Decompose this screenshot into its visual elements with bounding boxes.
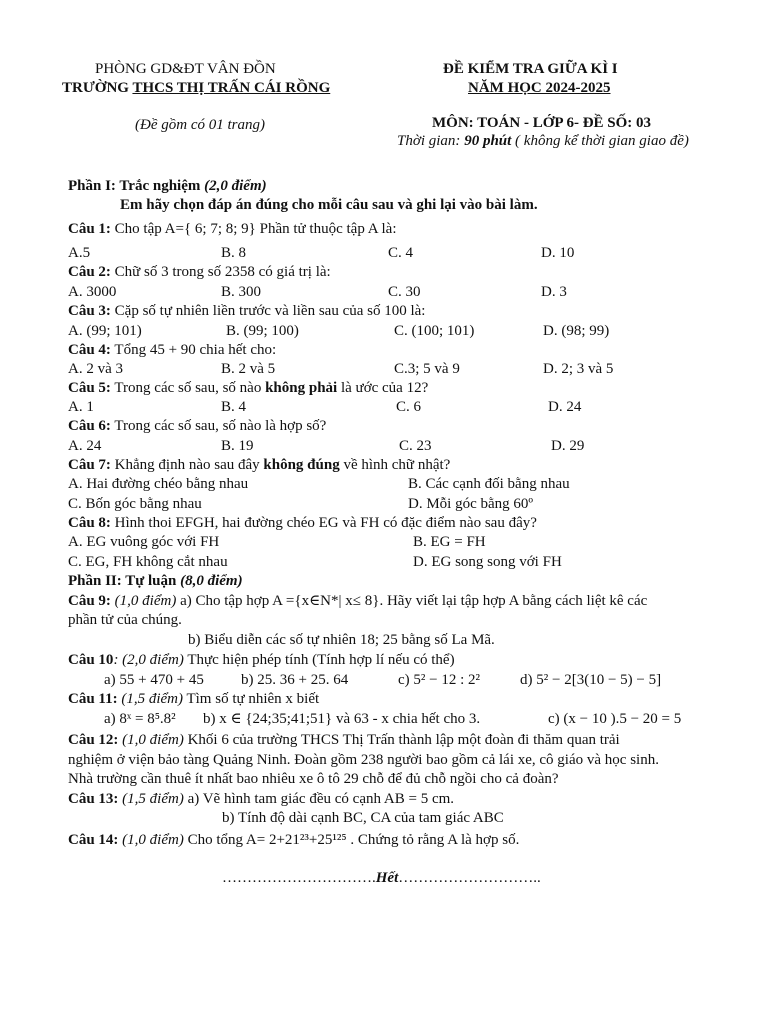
q7-option-a: A. Hai đường chéo bằng nhau xyxy=(68,476,249,492)
exam-title: ĐỀ KIỂM TRA GIỮA KÌ I xyxy=(443,61,618,77)
q5-option-b: B. 4 xyxy=(221,399,247,415)
time-line: Thời gian: 90 phút ( không kể thời gian giao đề) xyxy=(397,133,689,149)
question-13: Câu 13: (1,5 điểm) a) Vẽ hình tam giác đều có cạnh AB = 5 cm. xyxy=(68,791,455,807)
question-11: Câu 11: (1,5 điểm) Tìm số tự nhiên x biết xyxy=(68,691,320,707)
q8-option-d: D. EG song song với FH xyxy=(413,554,562,570)
q1-option-a: A.5 xyxy=(68,245,91,261)
question-5: Câu 5: Trong các số sau, số nào không phải là ước của 12? xyxy=(68,380,429,396)
q3-option-d: D. (98; 99) xyxy=(543,323,610,339)
q8-option-c: C. EG, FH không cắt nhau xyxy=(68,554,228,570)
question-11a: a) 8ˣ = 8⁵.8² xyxy=(104,711,176,727)
question-7: Câu 7: Khẳng định nào sau đây không đúng về hình chữ nhật? xyxy=(68,457,451,473)
question-9b: b) Biểu diễn các số tự nhiên 18; 25 bằng số La Mã. xyxy=(188,632,495,648)
q4-option-c: C.3; 5 và 9 xyxy=(394,361,460,377)
q5-option-d: D. 24 xyxy=(548,399,582,415)
end-marker: ………………………….Hết……………………….. xyxy=(222,870,541,886)
question-9: Câu 9: (1,0 điểm) a) Cho tập hợp A ={x∈N*| x≤ 8}. Hãy viết lại tập hợp A bằng cách liệt kê các xyxy=(68,593,648,609)
q6-option-d: D. 29 xyxy=(551,438,585,454)
part2-heading: Phần II: Tự luận (8,0 điểm) xyxy=(68,573,243,589)
question-11c: c) (x − 10 ).5 − 20 = 5 xyxy=(548,711,682,727)
question-6: Câu 6: Trong các số sau, số nào là hợp số? xyxy=(68,418,327,434)
q2-option-b: B. 300 xyxy=(221,284,262,300)
q4-option-d: D. 2; 3 và 5 xyxy=(543,361,614,377)
question-11b: b) x ∈ {24;35;41;51} và 63 - x chia hết cho 3. xyxy=(203,711,481,727)
q8-option-b: B. EG = FH xyxy=(413,534,486,550)
question-3: Câu 3: Cặp số tự nhiên liền trước và liền sau của số 100 là: xyxy=(68,303,426,319)
question-10d: d) 5² − 2[3(10 − 5) − 5] xyxy=(520,672,662,688)
q1-option-c: C. 4 xyxy=(388,245,414,261)
q6-option-c: C. 23 xyxy=(399,438,432,454)
question-13b: b) Tính độ dài cạnh BC, CA của tam giác ABC xyxy=(222,810,504,826)
q5-option-c: C. 6 xyxy=(396,399,422,415)
question-12-line2: nghiệm ở viện bảo tàng Quảng Ninh. Đoàn gồm 238 người bao gồm cả lái xe, cô giáo và học sinh. xyxy=(68,752,659,768)
q1-option-d: D. 10 xyxy=(541,245,575,261)
question-4: Câu 4: Tổng 45 + 90 chia hết cho: xyxy=(68,342,277,358)
school-name: TRƯỜNG THCS THỊ TRẤN CÁI RỒNG xyxy=(62,80,331,96)
q2-option-a: A. 3000 xyxy=(68,284,117,300)
part1-heading: Phần I: Trắc nghiệm (2,0 điểm) xyxy=(68,178,267,194)
question-10b: b) 25. 36 + 25. 64 xyxy=(241,672,349,688)
q3-option-a: A. (99; 101) xyxy=(68,323,142,339)
page-count-note: (Đề gồm có 01 trang) xyxy=(135,117,265,133)
q8-option-a: A. EG vuông góc với FH xyxy=(68,534,220,550)
q7-option-d: D. Mỗi góc bằng 60º xyxy=(408,496,534,512)
school-year: NĂM HỌC 2024-2025 xyxy=(468,80,611,96)
question-2: Câu 2: Chữ số 3 trong số 2358 có giá trị là: xyxy=(68,264,331,280)
q7-option-c: C. Bốn góc bằng nhau xyxy=(68,496,202,512)
question-10: Câu 10: (2,0 điểm) Thực hiện phép tính (Tính hợp lí nếu có thể) xyxy=(68,652,455,668)
question-12-line3: Nhà trường cần thuê ít nhất bao nhiêu xe ô tô 29 chỗ để đủ chỗ ngồi cho cả đoàn? xyxy=(68,771,559,787)
part1-instruction: Em hãy chọn đáp án đúng cho mỗi câu sau và ghi lại vào bài làm. xyxy=(120,197,538,213)
department-name: PHÒNG GD&ĐT VÂN ĐỒN xyxy=(95,61,276,77)
subject-line: MÔN: TOÁN - LỚP 6- ĐỀ SỐ: 03 xyxy=(432,115,652,131)
question-12: Câu 12: (1,0 điểm) Khối 6 của trường THCS Thị Trấn thành lập một đoàn đi thăm quan trải xyxy=(68,732,620,748)
question-1: Câu 1: Cho tập A={ 6; 7; 8; 9} Phần tử thuộc tập A là: xyxy=(68,221,397,237)
q3-option-c: C. (100; 101) xyxy=(394,323,475,339)
question-8: Câu 8: Hình thoi EFGH, hai đường chéo EG và FH có đặc điểm nào sau đây? xyxy=(68,515,537,531)
q3-option-b: B. (99; 100) xyxy=(226,323,299,339)
q7-option-b: B. Các cạnh đối bằng nhau xyxy=(408,476,570,492)
q2-option-d: D. 3 xyxy=(541,284,567,300)
q4-option-b: B. 2 và 5 xyxy=(221,361,276,377)
q5-option-a: A. 1 xyxy=(68,399,94,415)
question-9-cont: phần tử của chúng. xyxy=(68,612,182,628)
q6-option-b: B. 19 xyxy=(221,438,254,454)
question-14: Câu 14: (1,0 điểm) Cho tổng A= 2+21²³+25¹²⁵ . Chứng tỏ rằng A là hợp số. xyxy=(68,832,520,848)
question-10c: c) 5² − 12 : 2² xyxy=(398,672,481,688)
q4-option-a: A. 2 và 3 xyxy=(68,361,123,377)
q1-option-b: B. 8 xyxy=(221,245,247,261)
q2-option-c: C. 30 xyxy=(388,284,421,300)
q6-option-a: A. 24 xyxy=(68,438,102,454)
question-10a: a) 55 + 470 + 45 xyxy=(104,672,204,688)
